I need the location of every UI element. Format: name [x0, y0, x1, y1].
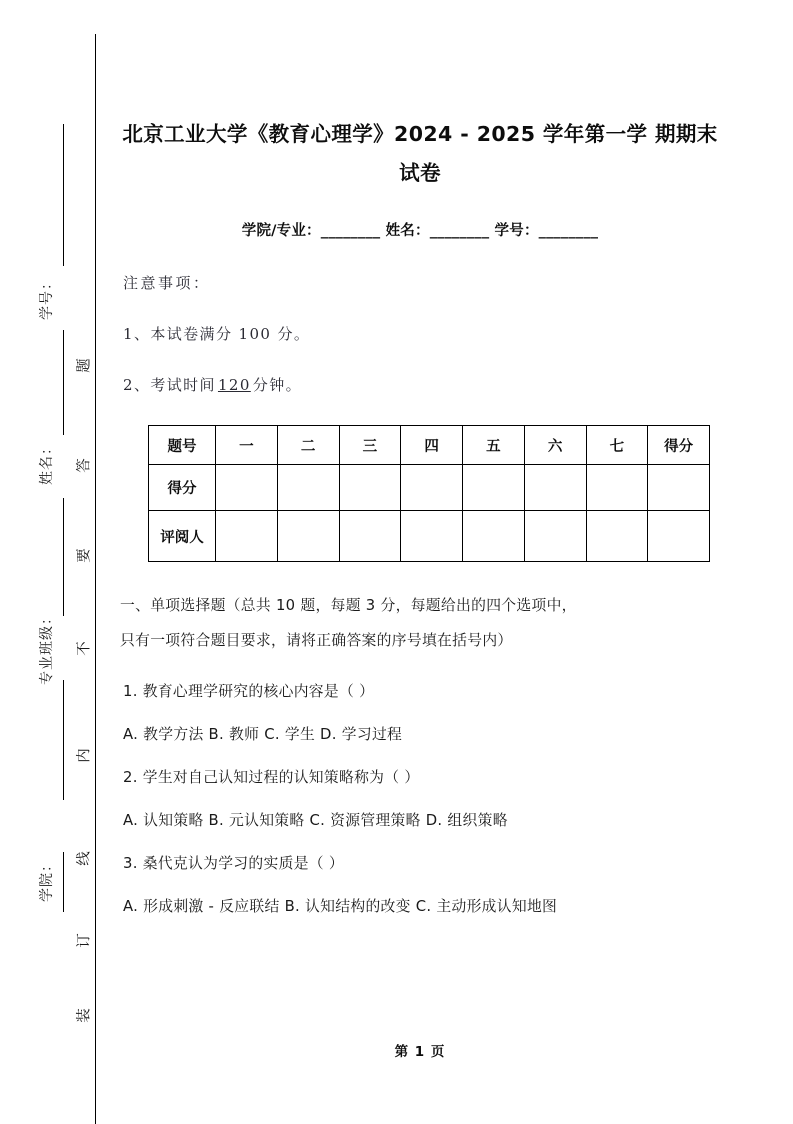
score-table-cell[interactable] [277, 511, 339, 562]
notice-item-2-prefix: 2、考试时间 [123, 376, 216, 394]
margin-rule-segment [63, 680, 64, 800]
question-3-options: A. 形成刺激 - 反应联结 B. 认知结构的改变 C. 主动形成认知地图 [123, 898, 558, 915]
score-table-cell[interactable] [216, 511, 278, 562]
score-table-cell[interactable] [277, 465, 339, 511]
notice-item-1: 1、本试卷满分 100 分。 [123, 325, 311, 343]
score-table-cell[interactable] [648, 511, 710, 562]
score-table-cell[interactable] [401, 465, 463, 511]
question-3-stem: 3. 桑代克认为学习的实质是（ ） [123, 855, 344, 872]
question-1-stem: 1. 教育心理学研究的核心内容是（ ） [123, 683, 375, 700]
score-table [148, 425, 710, 562]
table-row [149, 426, 710, 465]
score-table-header-cell: 三 [339, 426, 401, 465]
page-title-line-1: 北京工业大学《教育心理学》2024 - 2025 学年第一学 [122, 122, 648, 146]
margin-field-class: 专业班级： [39, 610, 55, 685]
margin-seal-char: 线 [76, 851, 93, 866]
score-table-cell[interactable] [463, 465, 525, 511]
page-title [120, 0, 720, 193]
score-table-cell[interactable] [524, 465, 586, 511]
score-table-cell[interactable] [216, 465, 278, 511]
section-heading-1-line-1: 一、单项选择题（总共 10 题，每题 3 分，每题给出的四个选项中， [120, 597, 577, 614]
margin-seal-char: 不 [76, 641, 93, 656]
score-table-cell[interactable] [586, 511, 648, 562]
score-table-cell[interactable] [586, 465, 648, 511]
score-table-header-cell: 一 [216, 426, 278, 465]
score-table-header-cell: 得分 [648, 426, 710, 465]
margin-rule-segment [63, 124, 64, 266]
score-table-cell[interactable] [524, 511, 586, 562]
exam-duration-value: 120 [217, 376, 251, 394]
notice-item-2 [120, 344, 720, 395]
score-table-row-label: 得分 [149, 465, 216, 511]
question-1-options: A. 教学方法 B. 教师 C. 学生 D. 学习过程 [123, 726, 403, 743]
margin-seal-char: 题 [76, 358, 93, 373]
margin-seal-char: 订 [76, 933, 93, 948]
score-table-cell[interactable] [401, 511, 463, 562]
score-table-cell[interactable] [463, 511, 525, 562]
score-table-header-cell: 二 [277, 426, 339, 465]
score-table-cell[interactable] [339, 511, 401, 562]
margin-seal-char: 内 [76, 748, 93, 763]
question-2-options: A. 认知策略 B. 元认知策略 C. 资源管理策略 D. 组织策略 [123, 812, 508, 829]
margin-field-college: 学院： [39, 857, 55, 902]
score-table-cell[interactable] [339, 465, 401, 511]
score-table-row-label: 评阅人 [149, 511, 216, 562]
score-table-header-cell: 七 [586, 426, 648, 465]
margin-rule-segment [63, 852, 64, 912]
page-title-line-2: 期期末试卷 [399, 122, 718, 185]
page-footer: 第 1 页 [394, 1044, 446, 1060]
section-heading-1 [120, 562, 720, 658]
binding-margin [0, 0, 100, 1122]
margin-seal-char: 要 [76, 548, 93, 563]
table-row [149, 511, 710, 562]
score-table-container [120, 395, 720, 562]
notice-heading: 注意事项： [123, 274, 211, 292]
margin-rule-segment [63, 330, 64, 435]
margin-field-student-id: 学号： [39, 275, 55, 320]
margin-seal-char: 装 [76, 1008, 93, 1023]
section-heading-1-line-2: 只有一项符合题目要求，请将正确答案的序号填在括号内） [120, 632, 513, 649]
margin-vertical-rule [95, 34, 96, 1124]
score-table-header-cell: 五 [463, 426, 525, 465]
margin-rule-segment [63, 498, 64, 616]
score-table-header-cell: 四 [401, 426, 463, 465]
margin-field-name: 姓名： [39, 440, 55, 485]
table-row [149, 465, 710, 511]
notice-item-2-suffix: 分钟。 [252, 376, 302, 394]
question-2-stem: 2. 学生对自己认知过程的认知策略称为（ ） [123, 769, 420, 786]
student-info-row: 学院/专业：________ 姓名：________ 学号：________ [241, 223, 599, 239]
score-table-header-cell: 六 [524, 426, 586, 465]
score-table-cell[interactable] [648, 465, 710, 511]
score-table-row-label: 题号 [149, 426, 216, 465]
exam-paper [120, 0, 720, 1122]
margin-seal-char: 答 [76, 458, 93, 473]
